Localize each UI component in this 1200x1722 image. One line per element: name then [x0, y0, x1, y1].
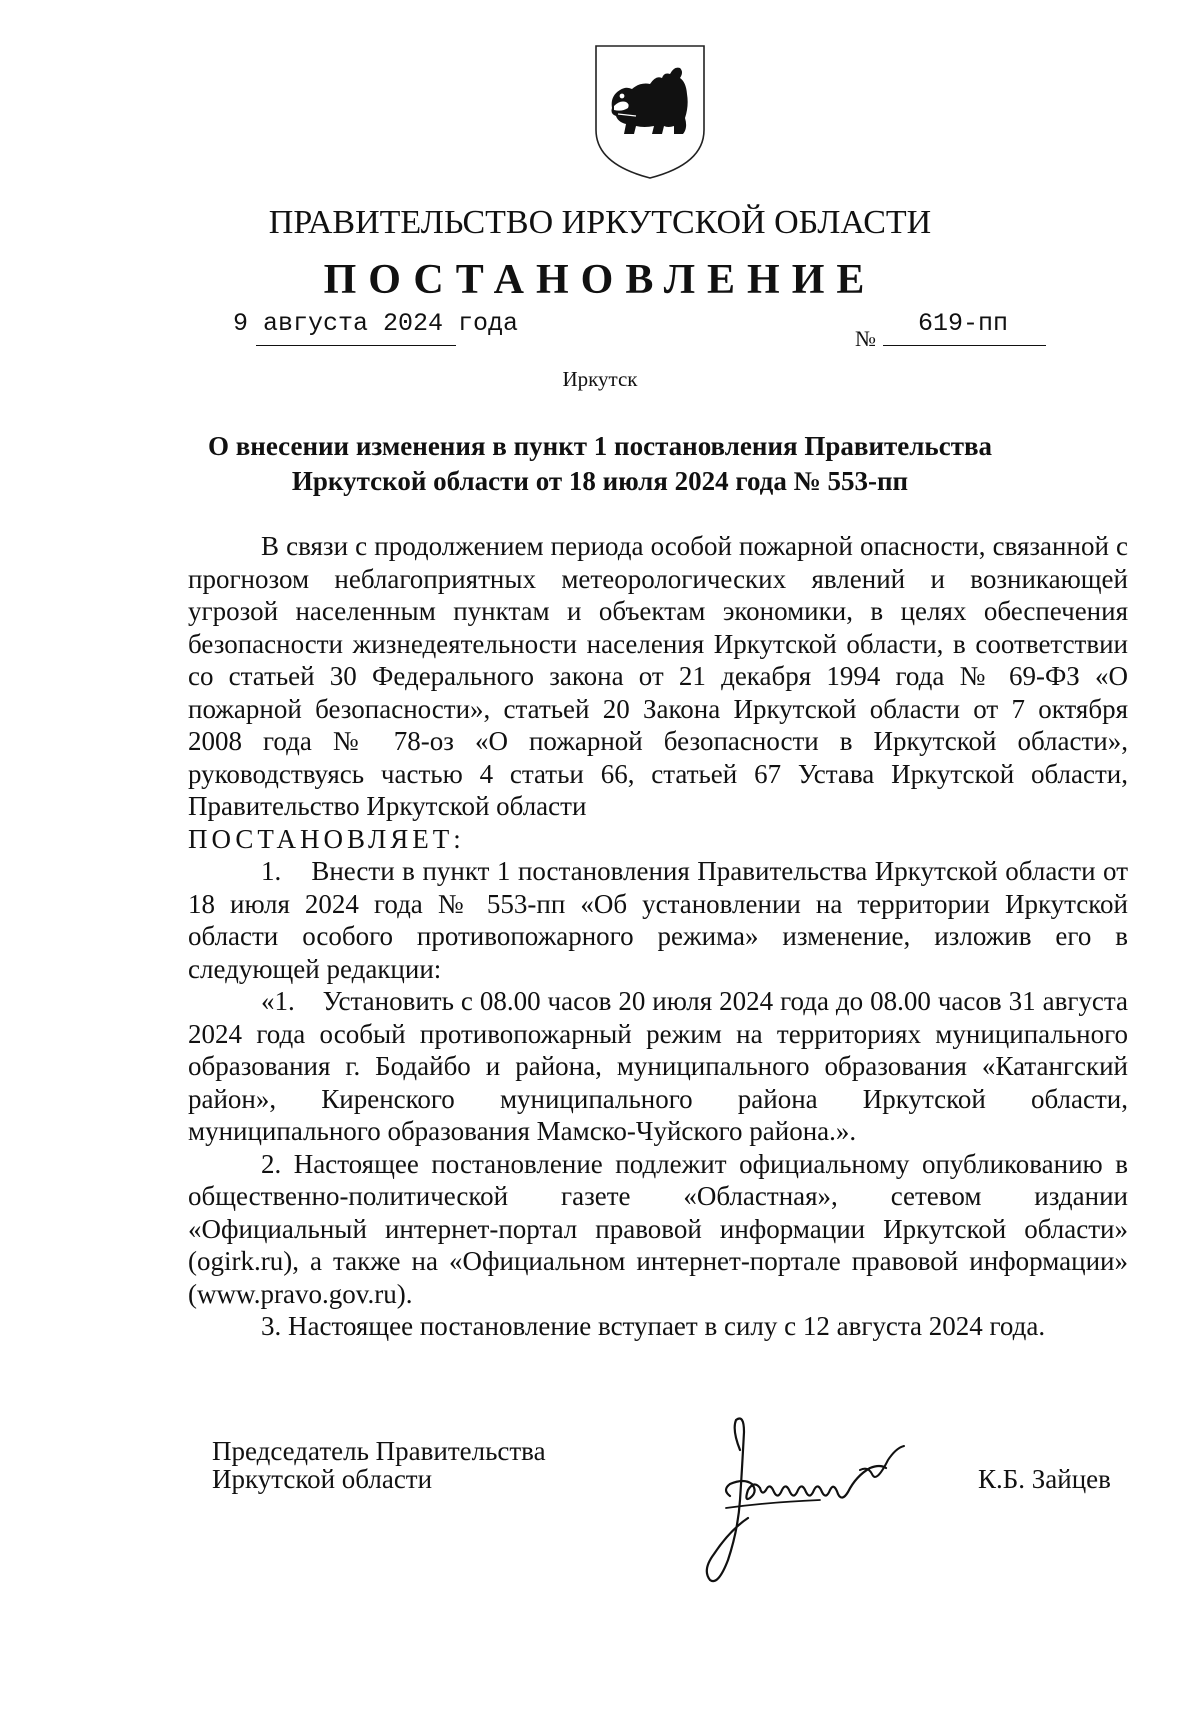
item-1-paragraph: 1. Внести в пункт 1 постановления Правительства Иркутской области от 18 июля 2024 года № 553-пп «Об установлении на территории Иркутской области особого противопожарного режима» изменение, изложив его в следующей редакции: — [188, 856, 1135, 984]
city-name: Иркутск — [562, 367, 638, 391]
signatory-name: К.Б. Зайцев — [978, 1464, 1111, 1494]
number-sign: № — [855, 326, 876, 351]
date-underline — [256, 345, 456, 346]
handwritten-signature — [700, 1410, 930, 1600]
number-underline — [883, 345, 1046, 346]
document-body — [188, 530, 1135, 1343]
subject-line-1: О внесении изменения в пункт 1 постановления Правительства — [207, 431, 993, 461]
document-subject — [180, 429, 1020, 499]
decree-word: ПОСТАНОВЛЯЕТ: — [188, 823, 465, 854]
item-2-paragraph: 2. Настоящее постановление подлежит официальному опубликованию в общественно-политической газете «Областная», сетевом издании «Официальный интернет-портал правовой информации Иркутской области» (ogirk.ru), а также на «Официальном интернет-портале правовой информации» (www.pravo.gov.ru). — [188, 1148, 1128, 1309]
item-3-paragraph: 3. Настоящее постановление вступает в силу с 12 августа 2024 года. — [261, 1311, 1046, 1341]
coat-of-arms-icon — [590, 42, 710, 182]
position-line-2: Иркутской области — [212, 1464, 433, 1494]
signatory-position — [212, 1437, 546, 1493]
document-date: 9 августа 2024 года — [233, 309, 519, 338]
item-1-quote-paragraph: «1. Установить с 08.00 часов 20 июля 2024 года до 08.00 часов 31 августа 2024 года особый противопожарный режим на территориях муниципального образования г. Бодайбо и района, муниципального образования «Катангский район», Киренского муниципального района Иркутской области, муниципального образования Мамско-Чуйского района.». — [188, 986, 1135, 1146]
document-number: 619-пп — [918, 309, 1009, 338]
document-type-title: ПОСТАНОВЛЕНИЕ — [323, 257, 877, 303]
preamble-paragraph: В связи с продолжением периода особой пожарной опасности, связанной с прогнозом неблагоприятных метеорологических явлений и возникающей угрозой населенным пунктам и объектам экономики, в целях обеспечения безопасности жизнедеятельности населения Иркутской области, в соответствии со статьей 30 Федерального закона от 21 декабря 1994 года № 69-ФЗ «О пожарной безопасности», статьей 20 Закона Иркутской области от 7 октября 2008 года № 78-оз «О пожарной безопасности в Иркутской области», руководствуясь частью 4 статьи 66, статьей 67 Устава Иркутской области, Правительство Иркутской области — [188, 531, 1128, 821]
government-title: ПРАВИТЕЛЬСТВО ИРКУТСКОЙ ОБЛАСТИ — [268, 204, 932, 241]
position-line-1: Председатель Правительства — [212, 1436, 546, 1466]
subject-line-2: Иркутской области от 18 июля 2024 года № 553-пп — [291, 466, 909, 496]
